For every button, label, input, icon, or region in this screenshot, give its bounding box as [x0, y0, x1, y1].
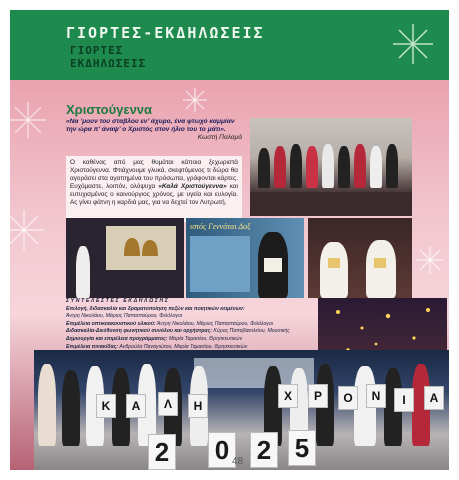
greeting-letter: Χ — [278, 384, 298, 408]
slide-text: ιστός Γεννάται Δοξ — [190, 222, 251, 231]
header-subtitle — [70, 44, 190, 70]
header-title: ΓΙΟΡΤΕΣ-ΕΚΔΗΛΩΣΕΙΣ — [66, 24, 265, 42]
year-digit: 5 — [288, 430, 316, 466]
credits-line: Διδασκαλία-Διεύθυνση φωνητικού συνόλου και ορχήστρας: Κύρος Παπαβασιλείου, Μουσικής — [66, 328, 290, 335]
page-number: 48 — [232, 456, 244, 467]
greeting-letter: Ν — [366, 384, 386, 408]
body-text-before: Ο καθένας από μας θυμάται κάποια ξεχωριστά Χριστούγεννα. Φτιάχνουμε γλυκά, σκεφτόμενος τι δώρα θα αγοράσει στα αγαπημένα του πρόσωπα, γράφονται κάρτες. Ευχόμαστε, λοιπόν, ολόψυχα — [70, 159, 238, 190]
year-digit: 2 — [250, 432, 278, 468]
credits-line: Επιλογή, διδασκαλία και δραματοποίηση πεζών και ποιητικών κειμένων: — [66, 305, 245, 312]
year-digit: 0 — [208, 432, 236, 468]
greeting-letter: Κ — [96, 394, 116, 418]
section-title: Χριστούγεννα — [66, 102, 153, 117]
singers-photo — [308, 218, 412, 298]
reader-photo — [186, 218, 304, 298]
body-text-after: και ευτυχισμένος ο καινούργιος χρόνος, με υγεία και ευλογία. Ας γίνει φάτνη η καρδιά μας, για να δεχτεί τον Λυτρωτή. — [70, 183, 238, 206]
header-subtitle-line1: ΓΙΟΡΤΕΣ — [70, 44, 124, 57]
choir-photo — [250, 118, 412, 216]
credits-title: ΣΥΝΤΕΛΕΣΤΕΣ ΕΚΔΗΛΩΣΗΣ — [66, 298, 170, 304]
greeting-letter: Η — [188, 394, 208, 418]
snowflake-icon — [391, 22, 435, 66]
greeting-letter: Α — [424, 386, 444, 410]
greeting-letter: Ο — [338, 386, 358, 410]
page — [10, 10, 449, 470]
credits-line: Δημιουργία και επιμέλεια προγράμματος: Μαρία Ταμασίου, Θρησκευτικών — [66, 335, 243, 342]
quote-author: Κωστή Παλαμά — [197, 134, 242, 141]
credits-line: Άντρη Νικολάου, Μάριος Παπασταύρου, Φιλόλογοι — [66, 313, 183, 320]
bell-icon — [118, 232, 162, 262]
body-highlight: «Καλά Χριστούγεννα» — [158, 183, 227, 190]
greeting-letter: Ι — [394, 388, 414, 412]
credits-block — [66, 298, 328, 354]
credits-line: Επιμέλεια οπτικοακουστικού υλικού: Άντρη Νικολάου, Μάριος Παπασταύρου, Φιλόλογοι — [66, 320, 273, 327]
body-paragraph — [66, 156, 242, 222]
quote-text: «Να ’μουν του σταβλου εν’ άχυρο, ένα φτωχό καμμίαν την ώρα π’ άναψ’ ο Χριστός στον ήλιο του το μάτι». — [66, 118, 235, 133]
group-photo — [34, 350, 449, 470]
quote-block — [66, 118, 242, 146]
credits-line: Επιμέλεια πινακίδας: Ανθρούλα Παναγιώτου, Μαρία Ταμασίου, Θρησκευτικών — [66, 343, 248, 350]
greeting-letter: Λ — [158, 392, 178, 416]
header-banner — [10, 10, 449, 80]
speaker-photo — [66, 218, 184, 298]
greeting-letter: Α — [126, 394, 146, 418]
year-digit: 2 — [148, 434, 176, 470]
greeting-letter: Ρ — [308, 384, 328, 408]
header-subtitle-line2: ΕΚΔΗΛΩΣΕΙΣ — [70, 57, 147, 70]
